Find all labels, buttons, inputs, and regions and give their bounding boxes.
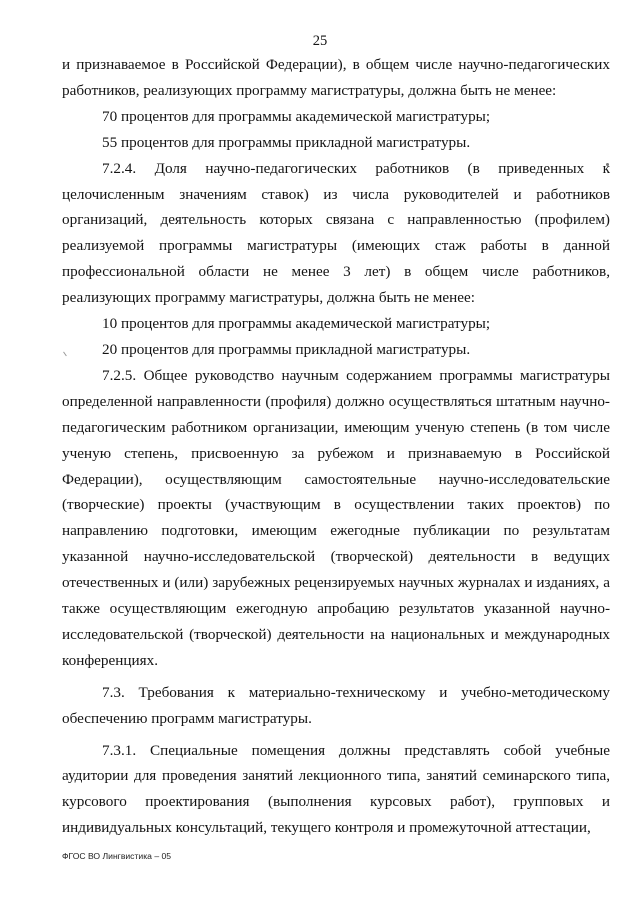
paragraph-7-2-5: 7.2.5. Общее руководство научным содержанием программы магистратуры определенной направленности (профиля) должно осуществляться штатным научно-педагогическим работником организации, имеющим ученую степень (в том числе ученую степень, присвоенную за рубежом и признаваемую в Российской Федерации), осуществляющим самостоятельные научно-исследовательские (творческие) проекты (участвующим в осуществлении таких проектов) по направлению подготовки, имеющим ежегодные публикации по результатам указанной научно-исследовательской (творческой) деятельности в ведущих отечественных и (или) зарубежных рецензируемых научных журналах и изданиях, а также осуществляющим ежегодную апробацию результатов указанной научно-исследовательской (творческой) деятельности на национальных и международных конференциях.	[62, 366, 610, 669]
paragraph-55-percent: 55 процентов для программы прикладной магистратуры.	[102, 133, 471, 151]
document-body	[62, 52, 610, 841]
paragraph-7-3-1: 7.3.1. Специальные помещения должны представлять собой учебные аудитории для проведения занятий лекционного типа, занятий семинарского типа, курсового проектирования (выполнения курсовых работ), групповых и индивидуальных консультаций, текущего контроля и промежуточной аттестации,	[62, 741, 610, 837]
paragraph-70-percent: 70 процентов для программы академической магистратуры;	[102, 107, 491, 125]
footer-label: ФГОС ВО Лингвистика – 05	[62, 851, 172, 861]
paragraph-7-2-4: 7.2.4. Доля научно-педагогических работников (в приведенных к целочисленным значениям ставок) из числа руководителей и работников организаций, деятельность которых связана с направленностью (профилем) реализуемой программы магистратуры (имеющих стаж работы в данной профессиональной области не менее 3 лет) в общем числе работников, реализующих программу магистратуры, должна быть не менее:	[62, 159, 610, 307]
paragraph-continuation: и признаваемое в Российской Федерации), в общем числе научно-педагогических работников, реализующих программу магистратуры, должна быть не менее:	[62, 56, 610, 99]
page-number: 25	[312, 33, 328, 49]
paragraph-7-3: 7.3. Требования к материально-техническому и учебно-методическому обеспечению программ магистратуры.	[62, 683, 610, 727]
paragraph-20-percent: 20 процентов для программы прикладной магистратуры.	[102, 340, 471, 358]
paragraph-10-percent: 10 процентов для программы академической магистратуры;	[102, 315, 491, 333]
